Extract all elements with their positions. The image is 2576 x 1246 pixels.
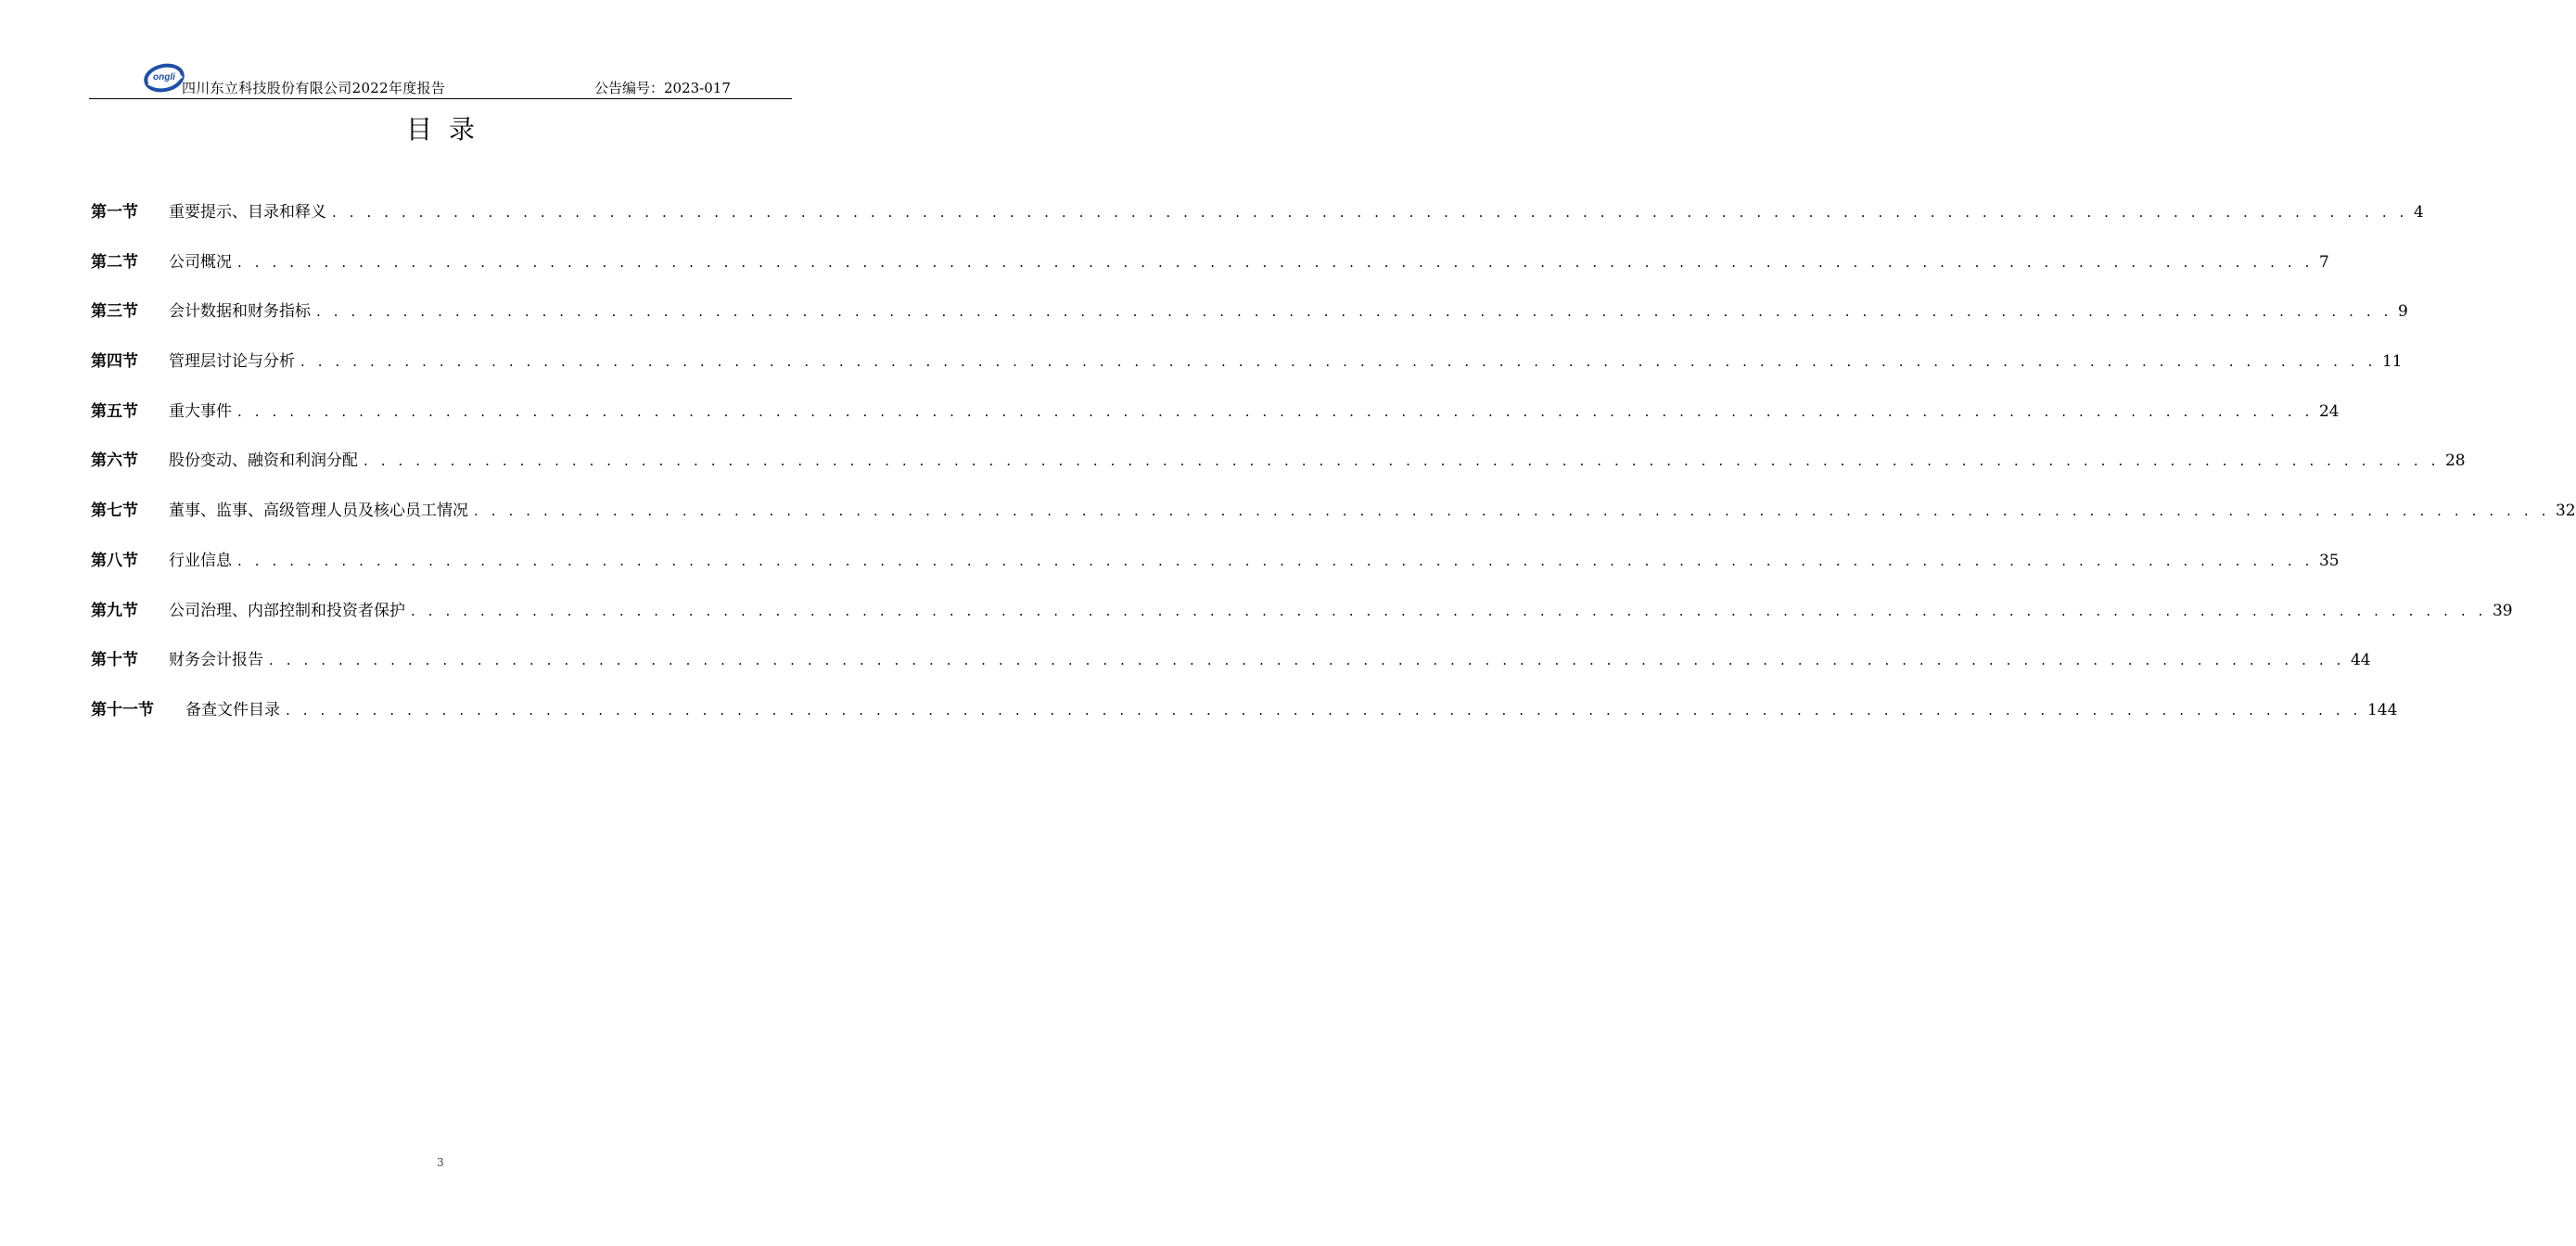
toc-page-number: 39 [2492, 601, 2513, 620]
toc-entry[interactable] [91, 248, 2329, 299]
toc-page-number: 11 [2381, 352, 2403, 372]
toc-page-number: 32 [2555, 502, 2576, 521]
toc-section-title: 行业信息 [169, 551, 232, 570]
page-header [89, 57, 792, 100]
toc-page-number: 28 [2444, 451, 2466, 471]
toc-section-label: 第九节 [91, 601, 138, 620]
toc-page-number: 4 [2413, 203, 2424, 222]
toc-section-label: 第一节 [91, 203, 138, 222]
toc-dot-leader: . . . . . . . . . . . . . . . . . . . . . . . . . . . . . . . . . . . . . . . . . . . . . . . . . . . . . . . . . . . . . . . . . . . . . . . . . . . . . . . . . . . . . . . . . . . . . . . . . . . . . . . . . . . . . . . . . . . . . . . . [316, 303, 2392, 321]
header-notice-number: 公告编号：2023-017 [594, 80, 731, 96]
toc-dot-leader: . . . . . . . . . . . . . . . . . . . . . . . . . . . . . . . . . . . . . . . . . . . . . . . . . . . . . . . . . . . . . . . . . . . . . . . . . . . . . . . . . . . . . . . . . . . . . . . . . . . . . . . . . . . . . . . . . . . . . . . . [286, 701, 2362, 718]
toc-section-label: 第六节 [91, 451, 138, 471]
page-number: 3 [437, 1156, 444, 1169]
toc-section-title: 管理层讨论与分析 [169, 352, 295, 372]
toc-entry[interactable] [91, 447, 2466, 497]
toc-dot-leader: . . . . . . . . . . . . . . . . . . . . . . . . . . . . . . . . . . . . . . . . . . . . . . . . . . . . . . . . . . . . . . . . . . . . . . . . . . . . . . . . . . . . . . . . . . . . . . . . . . . . . . . . . . . . . . . . . . . . . . . . [474, 502, 2550, 520]
toc-entry[interactable] [91, 547, 2340, 597]
toc-page-number: 35 [2318, 551, 2340, 570]
toc-section-label: 第十节 [91, 651, 138, 670]
toc-section-title: 股份变动、融资和利润分配 [169, 451, 358, 471]
toc-section-title: 公司治理、内部控制和投资者保护 [169, 601, 405, 620]
header-company-report: 四川东立科技股份有限公司2022年度报告 [182, 80, 446, 96]
toc-section-title: 财务会计报告 [169, 651, 263, 670]
toc-section-label: 第七节 [91, 502, 138, 521]
toc-section-label: 第八节 [91, 551, 138, 570]
toc-section-label: 第五节 [91, 401, 138, 421]
toc-dot-leader: . . . . . . . . . . . . . . . . . . . . . . . . . . . . . . . . . . . . . . . . . . . . . . . . . . . . . . . . . . . . . . . . . . . . . . . . . . . . . . . . . . . . . . . . . . . . . . . . . . . . . . . . . . . . . . . . . . . . . . . . [269, 652, 2345, 669]
toc-section-title: 公司概况 [169, 252, 232, 272]
toc-section-label: 第二节 [91, 252, 138, 272]
toc-dot-leader: . . . . . . . . . . . . . . . . . . . . . . . . . . . . . . . . . . . . . . . . . . . . . . . . . . . . . . . . . . . . . . . . . . . . . . . . . . . . . . . . . . . . . . . . . . . . . . . . . . . . . . . . . . . . . . . . . . . . . . . . [237, 402, 2314, 420]
toc-section-title: 重要提示、目录和释义 [169, 203, 326, 222]
toc-entry[interactable] [91, 646, 2371, 696]
toc-entry[interactable] [91, 597, 2513, 647]
toc-page-number: 24 [2318, 401, 2340, 421]
toc-dot-leader: . . . . . . . . . . . . . . . . . . . . . . . . . . . . . . . . . . . . . . . . . . . . . . . . . . . . . . . . . . . . . . . . . . . . . . . . . . . . . . . . . . . . . . . . . . . . . . . . . . . . . . . . . . . . . . . . . . . . . . . . [237, 253, 2314, 271]
toc-entry[interactable] [91, 298, 2408, 348]
toc-entry[interactable] [91, 398, 2340, 448]
toc-entry[interactable] [91, 198, 2424, 248]
toc-entry[interactable] [91, 696, 2398, 746]
toc-section-label: 第三节 [91, 302, 138, 322]
toc-dot-leader: . . . . . . . . . . . . . . . . . . . . . . . . . . . . . . . . . . . . . . . . . . . . . . . . . . . . . . . . . . . . . . . . . . . . . . . . . . . . . . . . . . . . . . . . . . . . . . . . . . . . . . . . . . . . . . . . . . . . . . . . [411, 602, 2487, 619]
toc-dot-leader: . . . . . . . . . . . . . . . . . . . . . . . . . . . . . . . . . . . . . . . . . . . . . . . . . . . . . . . . . . . . . . . . . . . . . . . . . . . . . . . . . . . . . . . . . . . . . . . . . . . . . . . . . . . . . . . . . . . . . . . . [363, 452, 2440, 470]
toc-entry[interactable] [91, 497, 2576, 547]
toc-section-title: 备查文件目录 [185, 700, 280, 719]
toc-section-title: 会计数据和财务指标 [169, 302, 311, 322]
table-of-contents [91, 198, 2576, 746]
logo-text: ongli [153, 72, 175, 83]
toc-section-title: 重大事件 [169, 401, 232, 421]
toc-page-number: 144 [2366, 700, 2398, 719]
toc-page-number: 44 [2350, 651, 2371, 670]
header-divider [89, 98, 792, 99]
toc-entry[interactable] [91, 348, 2403, 398]
toc-dot-leader: . . . . . . . . . . . . . . . . . . . . . . . . . . . . . . . . . . . . . . . . . . . . . . . . . . . . . . . . . . . . . . . . . . . . . . . . . . . . . . . . . . . . . . . . . . . . . . . . . . . . . . . . . . . . . . . . . . . . . . . . [332, 204, 2408, 221]
toc-section-label: 第四节 [91, 352, 138, 372]
toc-dot-leader: . . . . . . . . . . . . . . . . . . . . . . . . . . . . . . . . . . . . . . . . . . . . . . . . . . . . . . . . . . . . . . . . . . . . . . . . . . . . . . . . . . . . . . . . . . . . . . . . . . . . . . . . . . . . . . . . . . . . . . . . [300, 353, 2377, 371]
toc-dot-leader: . . . . . . . . . . . . . . . . . . . . . . . . . . . . . . . . . . . . . . . . . . . . . . . . . . . . . . . . . . . . . . . . . . . . . . . . . . . . . . . . . . . . . . . . . . . . . . . . . . . . . . . . . . . . . . . . . . . . . . . . [237, 552, 2314, 569]
toc-section-label: 第十一节 [91, 700, 154, 719]
toc-page-number: 7 [2318, 252, 2329, 272]
company-logo [143, 59, 185, 96]
toc-page-number: 9 [2397, 302, 2408, 322]
page-title: 目录 [405, 114, 491, 145]
toc-section-title: 董事、监事、高级管理人员及核心员工情况 [169, 502, 468, 521]
